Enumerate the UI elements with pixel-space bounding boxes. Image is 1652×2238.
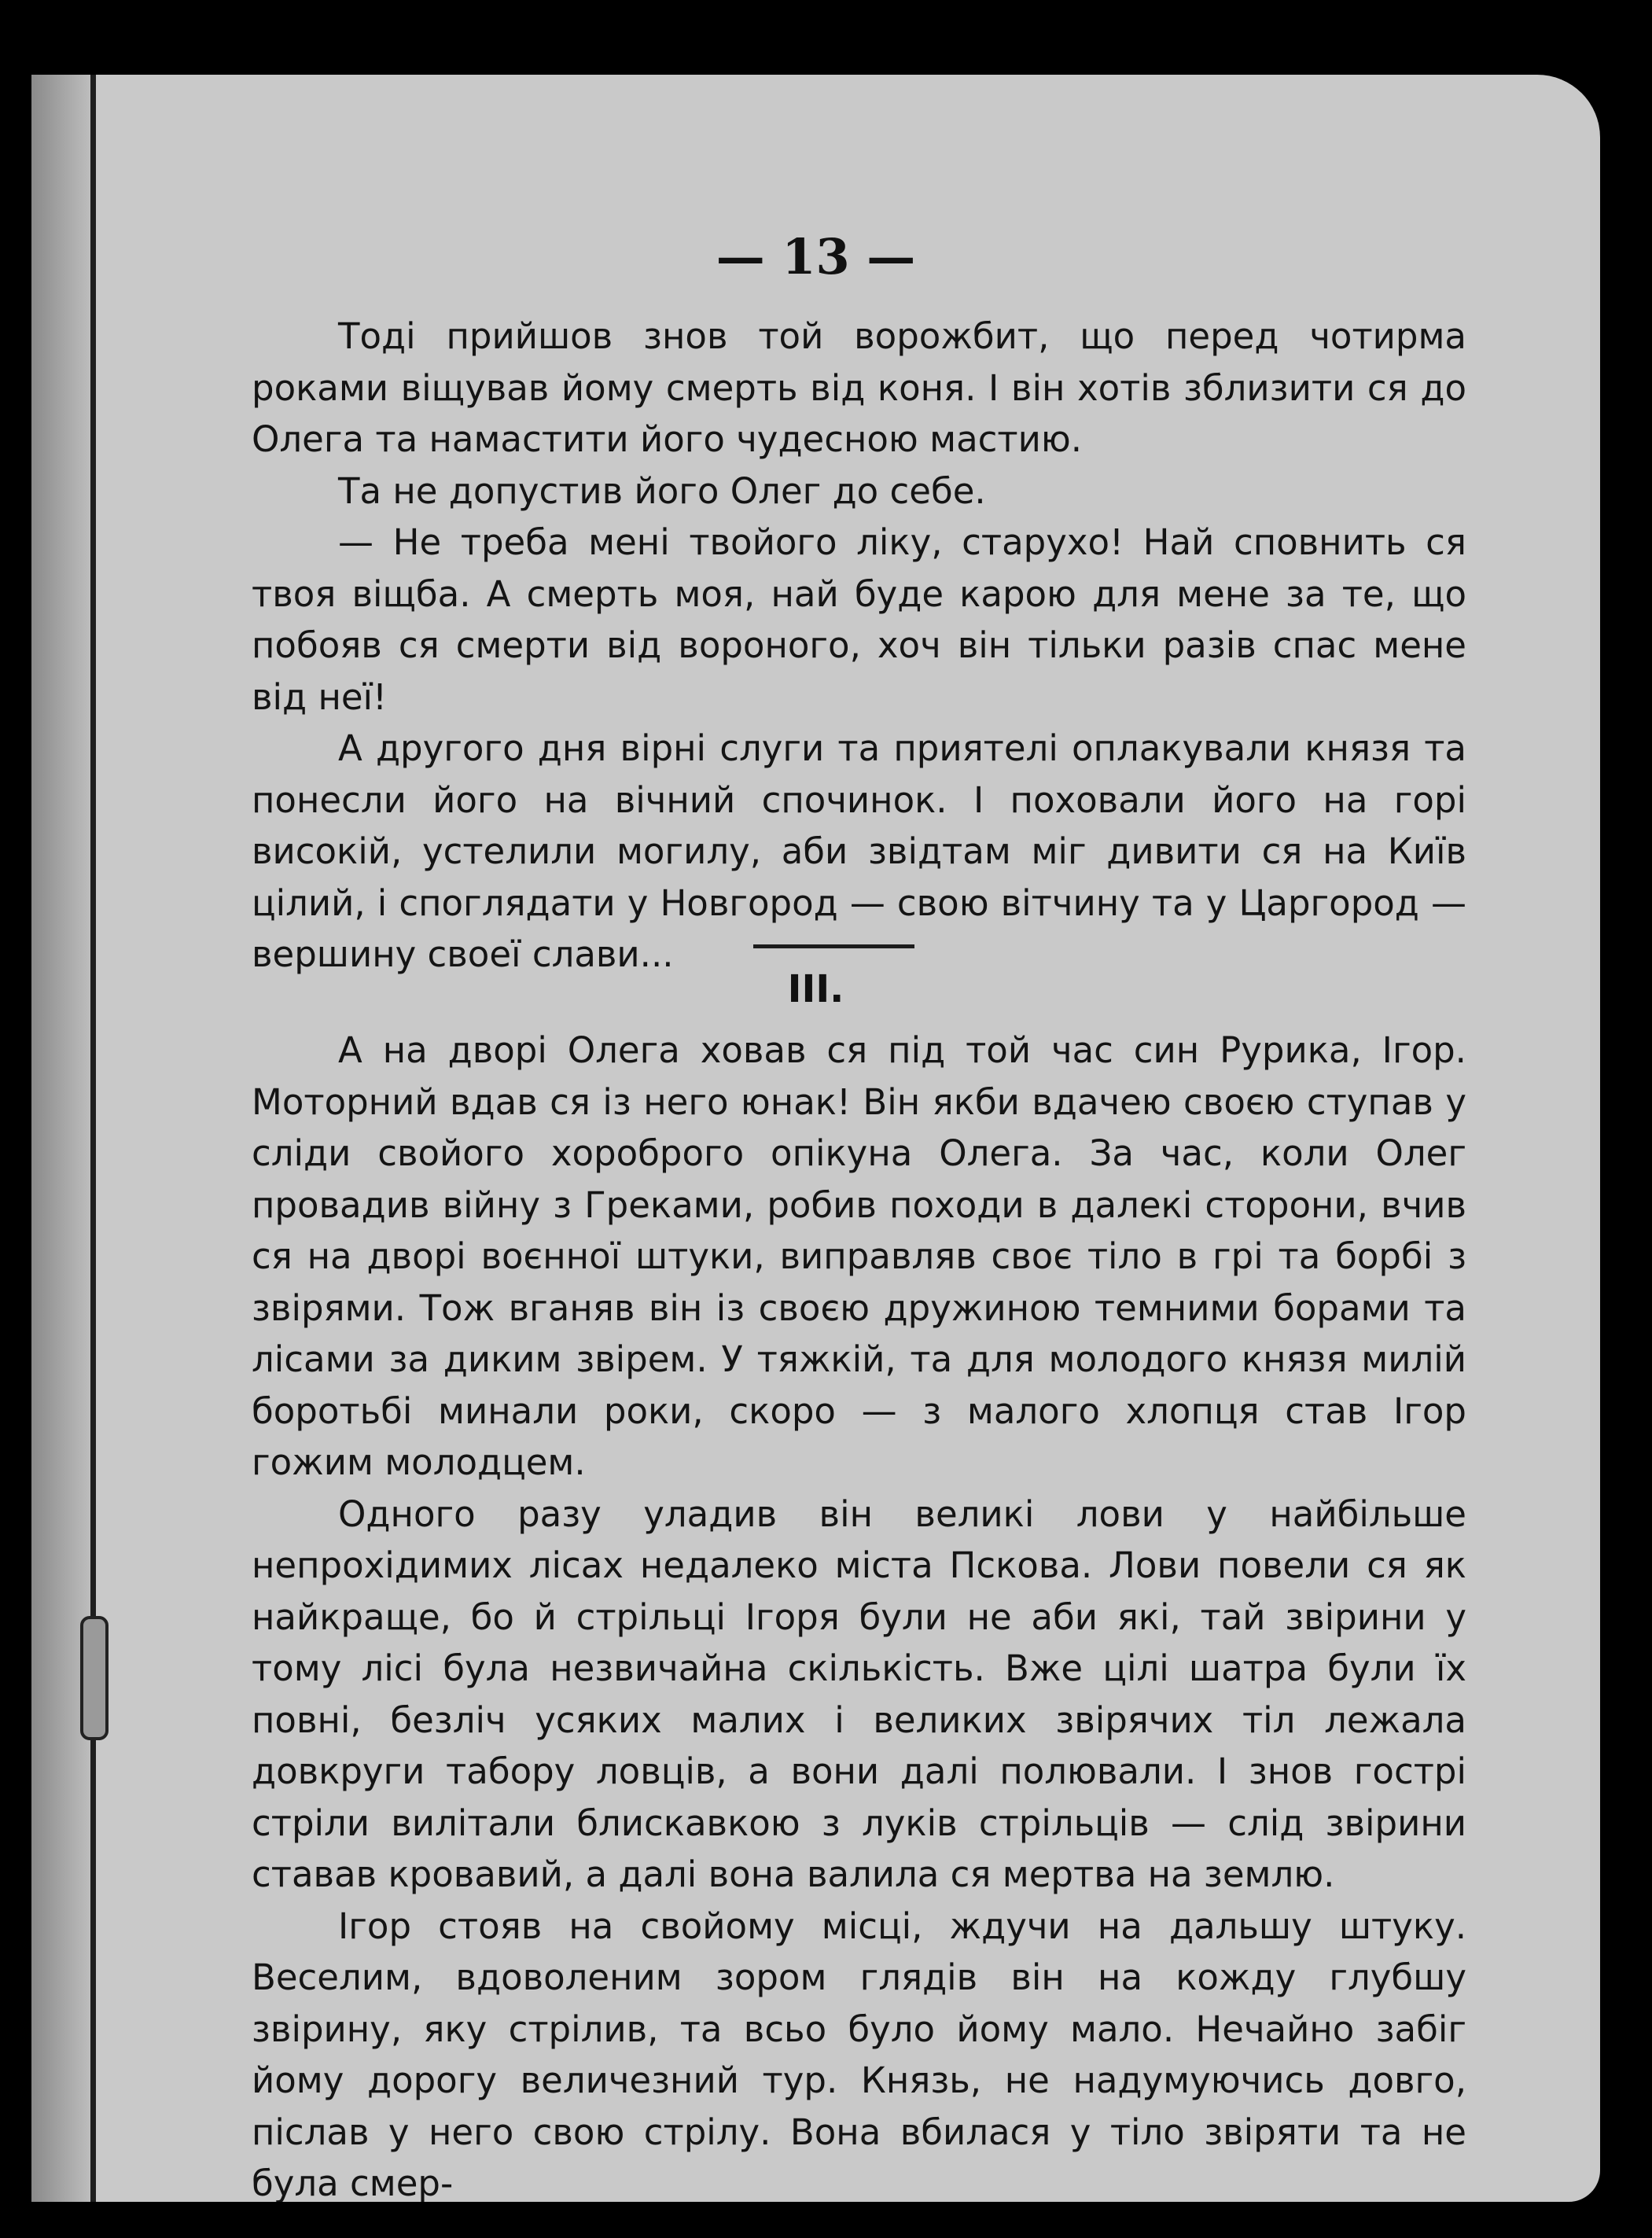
paragraph: Одного разу уладив він великі лови у найбільше непрохідимих лісах недалеко міста Пскова. Лови повели ся як найкраще, бо й стрільці Ігоря були не аби які, тай звірини у тому лісі була незвичайна скількість. Вже цілі шатра були їх повні, безліч усяких малих і великих звірячих тіл лежала довкруги табору ловців, а вони далі полювали. І знов гострі стріли вилітали блискавкою з луків стрільців — слід звірини ставав кровавий, а далі вона валила ся мертва на землю. xyxy=(252,1493,1466,1895)
binding-clip xyxy=(80,1616,109,1740)
page-number: — 13 — xyxy=(716,228,916,285)
text-block-before-rule xyxy=(252,311,1466,981)
book-page xyxy=(31,75,1600,2202)
paragraph: Ігор стояв на свойому місці, ждучи на дальшу штуку. Веселим, вдоволеним зором глядів він на кожду глубшу звірину, яку стрілив, та всьо було йому мало. Нечайно забіг йому дорогу величезний тур. Князь, не надумуючись довго, післав у него свою стрілу. Вона вбилася у тіло звіряти та не була смер- xyxy=(252,1905,1466,2202)
paragraph: — Не треба мені твойого ліку, старухо! Най сповнить ся твоя віщба. А смерть моя, най буде карою для мене за те, що побояв ся смерти від вороного, хоч він тільки разів спас мене від неї! xyxy=(252,521,1466,718)
text-block-after-rule xyxy=(252,1025,1466,2202)
gutter-shadow xyxy=(31,75,90,2202)
paragraph: Та не допустив його Олег до себе. xyxy=(338,469,986,512)
paragraph: А на дворі Олега ховав ся під той час син Рурика, Ігор. Моторний вдав ся із него юнак! Він якби вдачею своєю ступав у сліди свойого хороброго опікуна Олега. За час, коли Олег провадив війну з Греками, робив походи в далекі сторони, вчив ся на дворі воєнної штуки, виправляв своє тіло в грі та борбі з звірями. Тож вганяв він із своєю дружиною темними борами та лісами за диким звірем. У тяжкій, та для молодого князя милій боротьбі минали роки, скоро — з малого хлопця став Ігор гожим молодцем. xyxy=(252,1029,1466,1483)
section-divider xyxy=(753,944,914,948)
binding-line xyxy=(90,75,96,2202)
section-heading: III. xyxy=(787,967,844,1011)
paragraph: А другого дня вірні слуги та приятелі оплакували князя та понесли його на вічний спочинок. І поховали його на горі високій, устелили могилу, аби звідтам міг дивити ся на Київ цілий, і споглядати у Новгород — свою вітчину та у Царгород — вершину своеї слави... xyxy=(252,727,1466,975)
paragraph: Тоді прийшов знов той ворожбит, що перед чотирма роками віщував йому смерть від коня. І він хотів зблизити ся до Олега та намастити його чудесною мастию. xyxy=(252,315,1466,460)
